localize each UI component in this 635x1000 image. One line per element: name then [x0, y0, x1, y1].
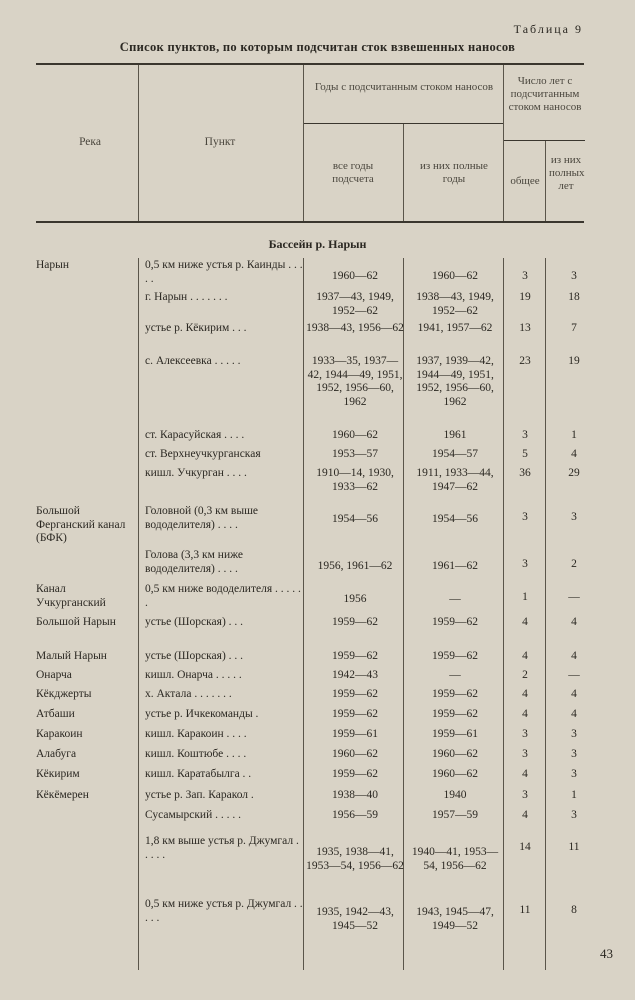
total-count-cell: 13 — [519, 322, 531, 334]
full-years-cell: 1959—62 — [432, 688, 478, 700]
total-count-cell: 3 — [522, 270, 528, 282]
total-count-cell: 4 — [522, 650, 528, 662]
all-years-cell: 1960—62 — [332, 748, 378, 760]
body-divider — [138, 258, 139, 970]
full-years-cell: 1961—62 — [432, 560, 478, 572]
river-cell: Кёкджерты — [36, 688, 92, 700]
full-count-cell: — — [568, 669, 580, 681]
full-count-cell: 3 — [571, 768, 577, 780]
full-count-cell: 3 — [571, 748, 577, 760]
all-years-cell: 1956—59 — [332, 809, 378, 821]
full-years-cell: 1959—62 — [432, 616, 478, 628]
top-rule — [36, 63, 584, 65]
river-cell: Онарча — [36, 669, 72, 681]
point-cell: Головной (0,3 км выше вододелителя) . . . . — [145, 505, 259, 531]
total-count-cell: 36 — [519, 467, 531, 479]
basin-heading: Бассейн р. Нарын — [268, 237, 367, 251]
point-cell: устье р. Ичкекоманды . — [145, 708, 259, 720]
total-count-cell: 3 — [522, 429, 528, 441]
point-cell: кишл. Каракоин . . . . — [145, 728, 247, 740]
full-years-cell: 1941, 1957—62 — [417, 322, 493, 334]
point-cell: устье (Шорская) . . . — [145, 650, 244, 662]
header-point: Пункт — [204, 136, 236, 148]
total-count-cell: 4 — [522, 688, 528, 700]
all-years-cell: 1910—14, 1930, 1933—62 — [316, 467, 394, 493]
total-count-cell: 3 — [522, 558, 528, 570]
header-divider — [545, 141, 546, 221]
full-years-cell: 1937, 1939—42, 1944—49, 1951, 1952, 1956—60, 1962 — [416, 355, 494, 408]
full-years-cell: 1940—41, 1953—54, 1956—62 — [411, 846, 499, 872]
table-label: Таблица 9 — [513, 22, 583, 36]
total-count-cell: 3 — [522, 789, 528, 801]
total-count-cell: 4 — [522, 809, 528, 821]
full-count-cell: 4 — [571, 616, 577, 628]
full-years-cell: 1957—59 — [432, 809, 478, 821]
full-count-cell: 18 — [568, 291, 580, 303]
all-years-cell: 1935, 1942—43, 1945—52 — [316, 906, 394, 932]
river-cell: Большой Нарын — [36, 616, 116, 628]
full-count-cell: 2 — [571, 558, 577, 570]
river-cell: Канал Учкурганский — [36, 583, 106, 609]
header-full-years: из них полные годы — [420, 160, 488, 185]
full-years-cell: 1954—56 — [432, 513, 478, 525]
body-divider — [303, 258, 304, 970]
all-years-cell: 1956, 1961—62 — [317, 560, 393, 572]
all-years-cell: 1954—56 — [332, 513, 378, 525]
all-years-cell: 1960—62 — [332, 270, 378, 282]
full-count-cell: 8 — [571, 904, 577, 916]
river-cell: Атбаши — [36, 708, 75, 720]
point-cell: х. Актала . . . . . . . — [145, 688, 232, 700]
all-years-cell: 1959—62 — [332, 708, 378, 720]
river-cell: Малый Нарын — [36, 650, 107, 662]
all-years-cell: 1933—35, 1937—42, 1944—49, 1951, 1952, 1956—60, 1962 — [307, 355, 403, 408]
all-years-cell: 1956 — [343, 593, 367, 605]
header-all-years: все годы подсчета — [332, 160, 374, 185]
all-years-cell: 1938—43, 1956—62 — [306, 322, 404, 334]
full-count-cell: 7 — [571, 322, 577, 334]
table-title: Список пунктов, по которым подсчитан сток взвешенных наносов — [119, 40, 516, 54]
body-divider — [545, 258, 546, 970]
header-years-group: Годы с подсчитанным стоком наносов — [314, 81, 494, 93]
total-count-cell: 3 — [522, 511, 528, 523]
river-cell: Нарын — [36, 259, 70, 271]
point-cell: 0,5 км ниже вододелителя . . . . . . — [145, 583, 301, 609]
all-years-cell: 1935, 1938—41, 1953—54, 1956—62 — [306, 846, 404, 872]
full-count-cell: 11 — [568, 841, 580, 853]
total-count-cell: 19 — [519, 291, 531, 303]
all-years-cell: 1953—57 — [332, 448, 378, 460]
full-count-cell: 4 — [571, 650, 577, 662]
total-count-cell: 4 — [522, 708, 528, 720]
full-count-cell: 4 — [571, 708, 577, 720]
full-years-cell: 1961 — [443, 429, 467, 441]
point-cell: 1,8 км выше устья р. Джумгал . . . . . — [145, 835, 299, 861]
point-cell: Сусамырский . . . . . — [145, 809, 241, 821]
full-years-cell: 1960—62 — [432, 270, 478, 282]
total-count-cell: 1 — [522, 591, 528, 603]
full-count-cell: 3 — [571, 270, 577, 282]
full-count-cell: 4 — [571, 688, 577, 700]
header-divider — [138, 65, 139, 221]
point-cell: устье р. Кёкирим . . . — [145, 322, 247, 334]
river-cell: Кёкёмерен — [36, 789, 89, 801]
full-count-cell: — — [568, 591, 580, 603]
full-count-cell: 19 — [568, 355, 580, 367]
full-count-cell: 1 — [571, 429, 577, 441]
total-count-cell: 3 — [522, 728, 528, 740]
full-count-cell: 4 — [571, 448, 577, 460]
total-count-cell: 2 — [522, 669, 528, 681]
all-years-cell: 1937—43, 1949, 1952—62 — [316, 291, 394, 317]
river-cell: Каракоин — [36, 728, 83, 740]
header-full-count: из них полных лет — [549, 154, 585, 192]
point-cell: г. Нарын . . . . . . . — [145, 291, 228, 303]
full-count-cell: 3 — [571, 511, 577, 523]
full-count-cell: 3 — [571, 728, 577, 740]
total-count-cell: 3 — [522, 748, 528, 760]
all-years-cell: 1960—62 — [332, 429, 378, 441]
point-cell: кишл. Коштюбе . . . . — [145, 748, 247, 760]
full-years-cell: 1938—43, 1949, 1952—62 — [416, 291, 494, 317]
page-number: 43 — [600, 946, 613, 961]
header-river: Река — [79, 136, 101, 148]
header-bottom-rule — [36, 221, 584, 223]
river-cell: Большой Ферганский канал (БФК) — [36, 505, 126, 544]
point-cell: кишл. Каратабылга . . — [145, 768, 252, 780]
point-cell: Голова (3,3 км ниже вододелителя) . . . . — [145, 549, 244, 575]
point-cell: ст. Карасуйская . . . . — [145, 429, 245, 441]
full-years-cell: 1959—62 — [432, 650, 478, 662]
all-years-cell: 1959—62 — [332, 616, 378, 628]
all-years-cell: 1938—40 — [332, 789, 378, 801]
all-years-cell: 1942—43 — [332, 669, 378, 681]
point-cell: устье (Шорская) . . . — [145, 616, 244, 628]
point-cell: ст. Верхнеучкурганская — [145, 448, 261, 460]
point-cell: с. Алексеевка . . . . . — [145, 355, 241, 367]
total-count-cell: 11 — [519, 904, 531, 916]
full-years-cell: 1940 — [443, 789, 467, 801]
header-total: общее — [510, 175, 540, 187]
all-years-cell: 1959—61 — [332, 728, 378, 740]
all-years-cell: 1959—62 — [332, 768, 378, 780]
all-years-cell: 1959—62 — [332, 650, 378, 662]
all-years-cell: 1959—62 — [332, 688, 378, 700]
total-count-cell: 5 — [522, 448, 528, 460]
total-count-cell: 14 — [519, 841, 531, 853]
full-years-cell: 1960—62 — [432, 748, 478, 760]
full-years-cell: 1959—61 — [432, 728, 478, 740]
full-count-cell: 1 — [571, 789, 577, 801]
header-divider — [503, 65, 504, 221]
full-count-cell: 29 — [568, 467, 580, 479]
full-years-cell: 1954—57 — [432, 448, 478, 460]
header-divider — [303, 65, 304, 221]
full-count-cell: 3 — [571, 809, 577, 821]
body-divider — [503, 258, 504, 970]
point-cell: кишл. Онарча . . . . . — [145, 669, 242, 681]
subheader-rule-count — [503, 140, 585, 141]
header-divider — [403, 124, 404, 221]
full-years-cell: — — [449, 593, 461, 605]
point-cell: устье р. Зап. Каракол . — [145, 789, 254, 801]
full-years-cell: 1960—62 — [432, 768, 478, 780]
header-count-group: Число лет с подсчитанным стоком наносов — [508, 75, 582, 113]
river-cell: Кёкирим — [36, 768, 80, 780]
full-years-cell: 1911, 1933—44, 1947—62 — [416, 467, 494, 493]
total-count-cell: 4 — [522, 616, 528, 628]
full-years-cell: 1943, 1945—47, 1949—52 — [416, 906, 494, 932]
full-years-cell: — — [449, 669, 461, 681]
river-cell: Алабуга — [36, 748, 77, 760]
point-cell: 0,5 км ниже устья р. Каинды . . . . . — [145, 259, 303, 285]
total-count-cell: 4 — [522, 768, 528, 780]
total-count-cell: 23 — [519, 355, 531, 367]
point-cell: 0,5 км ниже устья р. Джумгал . . . . . — [145, 898, 303, 924]
point-cell: кишл. Учкурган . . . . — [145, 467, 247, 479]
full-years-cell: 1959—62 — [432, 708, 478, 720]
